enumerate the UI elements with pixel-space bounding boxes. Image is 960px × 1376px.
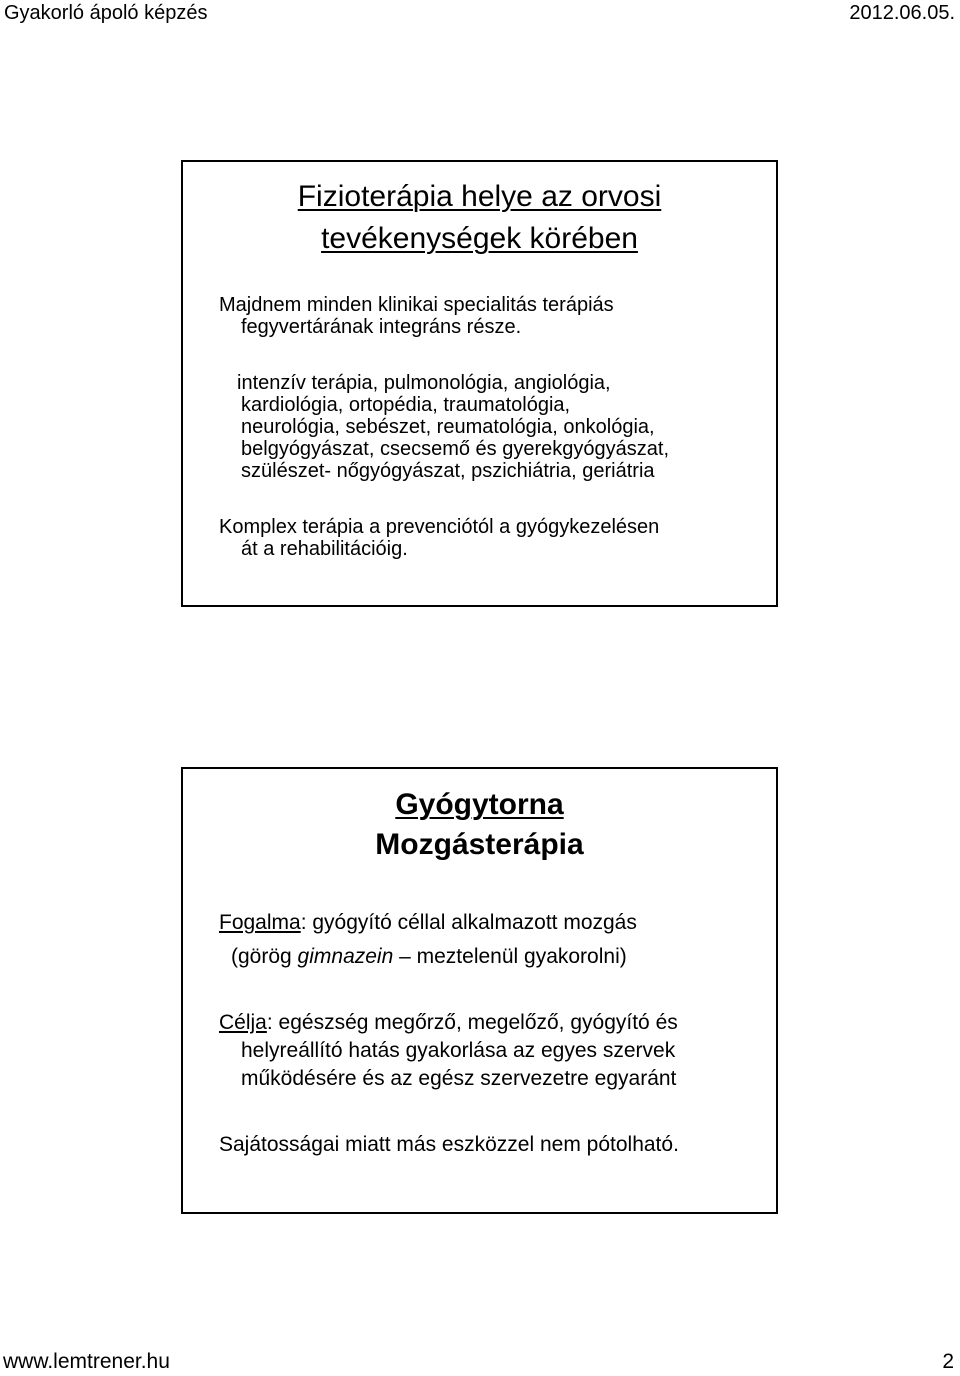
slide-title-line1: Fizioterápia helye az orvosi [297, 180, 662, 213]
etymology-open: (görög [231, 945, 298, 968]
closing-line: Sajátosságai miatt más eszközzel nem pótolható. [219, 1133, 679, 1156]
header-date: 2012.06.05. [849, 2, 955, 24]
etymology-word: gimnazein [297, 945, 394, 968]
footer-website: www.lemtrener.hu [3, 1350, 170, 1373]
paragraph-line: belgyógyászat, csecsemő és gyerekgyógyászat, [241, 438, 669, 460]
slide-title-line1: Gyógytorna [395, 788, 564, 821]
slide-physiotherapy [181, 160, 778, 607]
paragraph-line: fegyvertárának integráns része. [241, 316, 522, 338]
paragraph-line: Komplex terápia a prevenciótól a gyógykezelésen [219, 516, 660, 538]
paragraph-line: intenzív terápia, pulmonológia, angiológia, [237, 372, 611, 394]
definition-label: Fogalma [219, 911, 301, 934]
definition-text: : gyógyító céllal alkalmazott mozgás [300, 911, 637, 934]
header-title: Gyakorló ápoló képzés [4, 2, 208, 24]
slide-kinesitherapy [181, 767, 778, 1214]
footer-page-number: 2 [942, 1350, 954, 1373]
goal-line: helyreállító hatás gyakorlása az egyes szervek [241, 1039, 676, 1062]
goal-label: Célja [219, 1011, 267, 1034]
definition-line [219, 909, 764, 937]
slide-title-line2: tevékenységek körében [321, 222, 638, 255]
paragraph-speciality-list [219, 372, 781, 482]
paragraph-line: szülészet- nőgyógyászat, pszichiátria, geriátria [241, 460, 655, 482]
paragraph-specialities [219, 294, 781, 338]
paragraph-line: át a rehabilitációig. [241, 538, 408, 560]
slide-title-line2: Mozgásterápia [375, 828, 584, 861]
paragraph-line: neurológia, sebészet, reumatológia, onkológia, [241, 416, 655, 438]
paragraph-line: kardiológia, ortopédia, traumatológia, [241, 394, 571, 416]
etymology-line [231, 943, 776, 971]
etymology-rest: – meztelenül gyakorolni) [393, 945, 627, 968]
paragraph-line: Majdnem minden klinikai specialitás terápiás [219, 294, 614, 316]
goal-line: : egészség megőrző, megelőző, gyógyító és [266, 1011, 678, 1034]
paragraph-complex-therapy [219, 516, 781, 560]
slide-title [183, 785, 776, 865]
slide-title [183, 176, 776, 260]
goal-paragraph [219, 1009, 764, 1093]
goal-line: működésére és az egész szervezetre egyaránt [241, 1067, 677, 1090]
